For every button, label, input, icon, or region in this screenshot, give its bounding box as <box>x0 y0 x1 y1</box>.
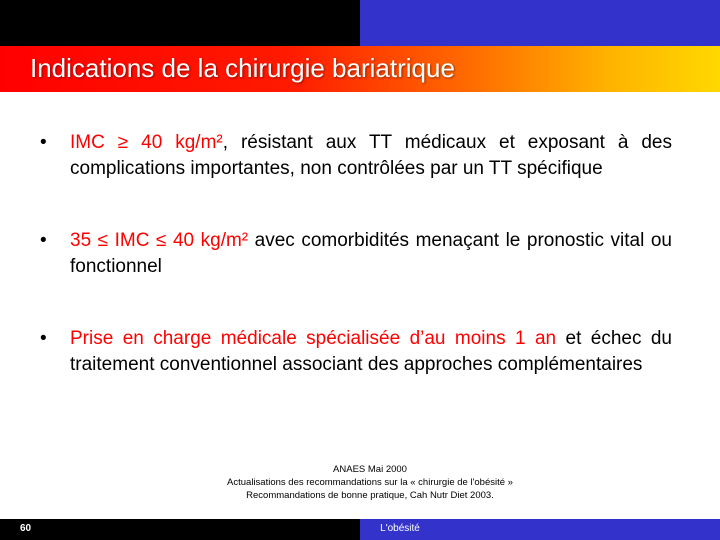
bullet-highlight-text: Prise en charge médicale spécialisée d’au moins 1 an <box>70 328 557 349</box>
citation-reference: Recommandations de bonne pratique, Cah Nutr Diet 2003. <box>246 490 494 501</box>
slide-title: Indications de la chirurgie bariatrique <box>30 53 455 83</box>
bullet-marker: • <box>40 328 47 349</box>
bullet-highlight-text: 35 ≤ IMC ≤ 40 kg/m² <box>70 230 249 251</box>
citation-title: Actualisations des recommandations sur la « chirurgie de l'obésité » <box>227 477 513 488</box>
footer-title: L'obésité <box>380 523 420 534</box>
citation <box>150 463 590 502</box>
bullet-marker: • <box>40 230 47 251</box>
bullet-body-text: , résistant aux TT médicaux et exposant à des complications importantes, non contrôlées par un TT spécifique <box>70 132 673 179</box>
bullet-highlight-text: IMC ≥ 40 kg/m² <box>70 132 223 153</box>
page-number: 60 <box>20 523 32 534</box>
bullet-item <box>40 228 672 280</box>
bullet-item <box>40 326 672 378</box>
bullet-list <box>40 130 672 378</box>
bullet-marker: • <box>40 132 47 153</box>
bullet-body-text: et échec du traitement conventionnel associant des approches complémentaires <box>70 328 672 375</box>
top-right-band <box>360 0 720 46</box>
top-left-band <box>0 0 360 46</box>
bullet-item <box>40 130 672 182</box>
bullet-body-text: avec comorbidités menaçant le pronostic vital ou fonctionnel <box>70 230 672 277</box>
footer-left-band <box>0 519 360 540</box>
citation-source: ANAES Mai 2000 <box>333 464 407 475</box>
